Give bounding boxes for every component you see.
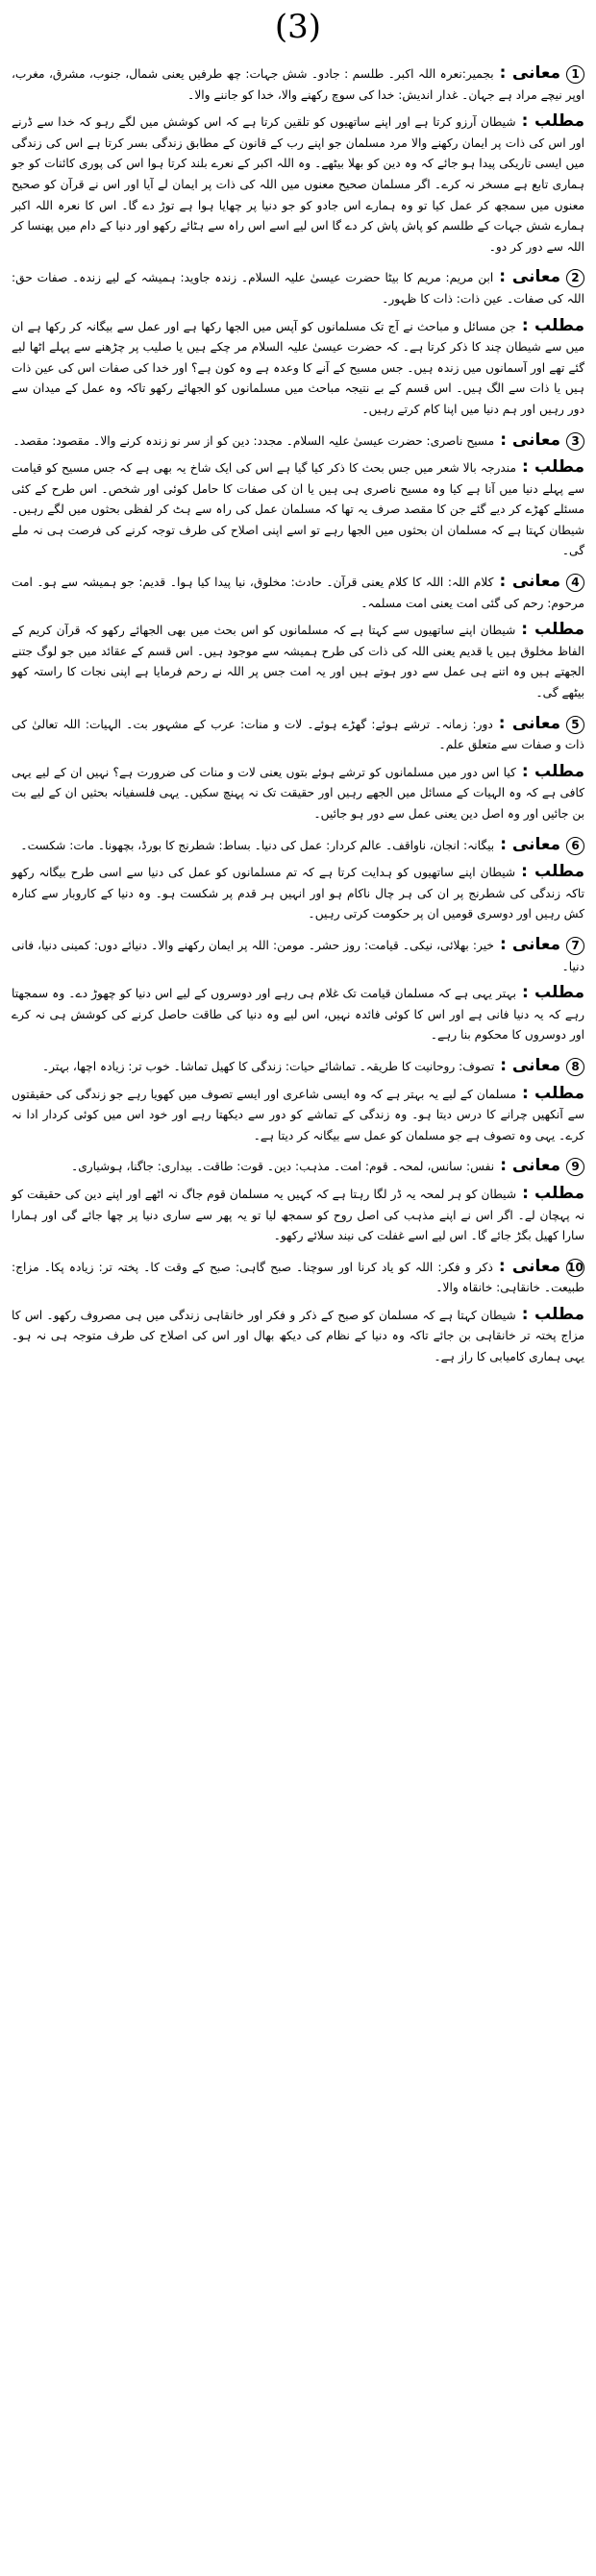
maani-label: معانی : [500,429,560,450]
matlab-text: کیا اس دور میں مسلمانوں کو ترشے ہوئے بتوں یعنی لات و منات کی ضرورت ہے؟ نہیں ان کے لیے یہی کافی ہے کہ وہ الہیات کے مسائل میں الجھے رہیں اور حقیقت تک نہ پہنچ سکیں۔ یہی فلسفیانہ بحثیں ان کے لیے بت بن جائیں اور وہ اصل دین یعنی عمل سے دور ہو جائیں۔ [12,765,584,821]
maani-text: نفس: سانس، لمحہ۔ قوم: امت۔ مذہب: دین۔ قوت: طاقت۔ بیداری: جاگنا، ہوشیاری۔ [71,1160,495,1174]
matlab-label: مطلب : [521,315,584,335]
entry-number: 10 [566,1259,584,1277]
matlab-row [12,316,584,421]
entry-3 [12,430,584,563]
matlab-text: جن مسائل و مباحث نے آج تک مسلمانوں کو آپس میں الجھا رکھا ہے اور عمل سے بیگانہ کر رکھا ہے ان میں سے شیطان چند کا ذکر کرتا ہے۔ کہ حضرت عیسیٰ علیہ السلام مر چکے ہیں یا صلیب پر چڑھنے سے پہلے اٹھا لیے گئے تھے اور آسمانوں میں زندہ ہیں۔ جس مسیح کے آنے کا وعدہ ہے وہ کون ہے؟ اور خدا کی صفات اس کی عین ذات ہیں یا ذات سے الگ ہیں۔ اس قسم کے بے نتیجہ مباحث میں مسلمانوں کو الجھائے رکھو تاکہ وہ عمل کے میدان سے دور رہیں اور ہم دنیا میں اپنا کام کرتے رہیں۔ [12,319,584,416]
matlab-row [12,620,584,703]
matlab-text: شیطان کو ہر لمحہ یہ ڈر لگا رہتا ہے کہ کہیں یہ مسلمان قوم جاگ نہ اٹھے اور اپنے دین کی حقیقت کو نہ پہچان لے۔ اگر اس نے اپنے مذہب کی اصل روح کو سمجھ لیا تو یہ پھر سے ساری دنیا پر چھا جائے گی اور ہمارا سارا کھیل بگڑ جائے گا۔ اس لیے اسے غفلت کی نیند سلائے رکھو۔ [12,1187,584,1243]
maani-label: معانی : [500,1055,560,1075]
entry-2 [12,267,584,420]
maani-text: ابن مریم: مریم کا بیٹا حضرت عیسیٰ علیہ السلام۔ زندہ جاوید: ہمیشہ کے لیے زندہ۔ صفات حق: اللہ کی صفات۔ عین ذات: ذات کا ظہور۔ [12,271,584,306]
entry-9 [12,1156,584,1246]
matlab-row [12,111,584,258]
maani-row [12,714,584,756]
entry-8 [12,1056,584,1146]
entry-4 [12,572,584,704]
maani-text: کلام اللہ: اللہ کا کلام یعنی قرآن۔ حادث: مخلوق، نیا پیدا کیا ہوا۔ قدیم: جو ہمیشہ سے ہو۔ امت مرحوم: رحم کی گئی امت یعنی امت مسلمہ۔ [12,576,584,610]
matlab-label: مطلب : [522,983,584,1003]
matlab-label: مطلب : [522,457,584,478]
matlab-text: شیطان آرزو کرتا ہے اور اپنے ساتھیوں کو تلقین کرتا ہے کہ اس کوشش میں لگے رہو کہ خدا سے ڈرنے اور اس کی ذات پر ایمان رکھنے والا مرد مسلمان جو اپنے رب کے قانون کے مطابق زندگی بسر کرتا ہے اس کی زندگی میں ایسی تاریکی پیدا ہو جائے کہ وہ دین کو بھلا بیٹھے۔ وہ اللہ اکبر کے نعرے بلند کرتا ہوا اس کی پوری کائنات کو جو ہماری تابع ہے مسخر نہ کرے۔ اگر مسلمان صحیح معنوں میں اللہ کی ذات پر ایمان لے آیا اور اس نے قرآن کو صحیح معنوں میں سمجھ کر عمل کیا تو وہ ہمارے اس جادو کو جو دنیا پر چھایا ہوا ہے توڑ دے گا۔ اس کا نعرہ اللہ اکبر ہمارے شش جہات کے طلسم کو پاش پاش کر دے گا اس لیے اسے اس راہ سے ہٹائے رکھو اور دنیا کے دام میں پھنسا کر اللہ سے دور کر دو۔ [12,115,584,254]
matlab-row [12,1305,584,1368]
maani-row [12,430,584,453]
maani-label: معانی : [498,1256,560,1276]
entry-7 [12,935,584,1046]
maani-text: دور: زمانہ۔ ترشے ہوئے: گھڑے ہوئے۔ لات و منات: عرب کے مشہور بت۔ الہیات: اللہ تعالیٰ کی ذات و صفات سے متعلق علم۔ [12,717,584,752]
entry-number: 7 [566,937,584,955]
matlab-row [12,862,584,925]
entry-1 [12,63,584,258]
matlab-row [12,457,584,562]
page-number: (3) [274,8,322,46]
entry-number: 1 [566,65,584,84]
maani-row [12,267,584,309]
matlab-row [12,762,584,825]
entry-10 [12,1257,584,1368]
maani-row [12,935,584,977]
maani-text: تصوف: روحانیت کا طریقہ۔ تماشائے حیات: زندگی کا کھیل تماشا۔ خوب تر: زیادہ اچھا، بہتر۔ [41,1059,495,1073]
entry-number: 2 [566,269,584,287]
matlab-label: مطلب : [522,1183,584,1203]
maani-text: بجمیر:نعرہ اللہ اکبر۔ طلسم : جادو۔ شش جہات: چھ طرفیں یعنی شمال، جنوب، مشرق، مغرب، اوپر نیچے مراد ہے جہان۔ غدار اندیش: خدا کی سوچ رکھنے والا، خدا کو جاننے والا۔ [12,67,584,102]
maani-label: معانی : [499,63,560,83]
matlab-text: مسلمان کے لیے یہ بہتر ہے کہ وہ ایسی شاعری اور ایسے تصوف میں کھویا رہے جو زندگی کی حقیقتوں سے آنکھیں چرانے کا درس دیتا ہو۔ وہ زندگی کے تماشے کو دور سے دیکھتا رہے اور خود اس میں کوئی کردار ادا نہ کرے۔ یہی وہ تصوف ہے جو مسلمان کو عمل سے بیگانہ کر دیتا ہے۔ [12,1087,584,1142]
entry-6 [12,835,584,925]
maani-label: معانی : [499,267,560,287]
matlab-text: بہتر یہی ہے کہ مسلمان قیامت تک غلام ہی رہے اور دوسروں کے لیے اس دنیا کو چھوڑ دے۔ وہ سمجھتا رہے کہ یہ دنیا فانی ہے اور اس کا کوئی فائدہ نہیں، اس لیے وہ دنیا کی طاقت حاصل کرنے کی کوشش ہی نہ کرے اور دوسروں کا محکوم بنا رہے۔ [12,987,584,1043]
maani-row [12,1156,584,1178]
matlab-text: شیطان کہتا ہے کہ مسلمان کو صبح کے ذکر و فکر اور خانقاہی زندگی میں ہی مصروف رکھو۔ اس کا مزاج پختہ تر خانقاہی بن جائے تاکہ وہ دنیا کے نظام کی دیکھ بھال اور اس کی اصلاح کی طرف متوجہ ہی نہ ہو۔ یہی ہماری کامیابی کا راز ہے۔ [12,1308,584,1364]
maani-text: مسیح ناصری: حضرت عیسیٰ علیہ السلام۔ مجدد: دین کو از سر نو زندہ کرنے والا۔ مقصود: مقصد۔ [12,433,495,448]
entry-number: 4 [566,574,584,592]
matlab-label: مطلب : [522,1083,584,1103]
matlab-label: مطلب : [521,620,584,640]
matlab-text: شیطان اپنے ساتھیوں سے کہتا ہے کہ مسلمانوں کو اس بحث میں بھی الجھائے رکھو کہ قرآن کریم کے الفاظ مخلوق ہیں یا قدیم یعنی اللہ کی ذات کی طرح ہمیشہ سے موجود ہیں۔ اس قسم کے عقائد میں جو لوگ جتنے الجھتے ہیں وہ اتنے ہی عمل سے دور ہوتے ہیں اور یہ امت جس پر اللہ نے رحم فرمایا ہے اپنی نجات کا راستہ کھو بیٹھے گی۔ [12,624,584,700]
maani-label: معانی : [500,1156,560,1176]
maani-row [12,572,584,614]
matlab-label: مطلب : [521,761,584,781]
entry-5 [12,714,584,825]
maani-row [12,835,584,857]
entry-number: 6 [566,837,584,855]
maani-text: ذکر و فکر: اللہ کو یاد کرنا اور سوچنا۔ صبح گاہی: صبح کے وقت کا۔ پختہ تر: زیادہ پکا۔ مزاج: طبیعت۔ خانقاہی: خانقاہ والا۔ [12,1260,584,1295]
maani-row [12,1056,584,1078]
matlab-row [12,983,584,1046]
entry-number: 8 [566,1058,584,1076]
matlab-row [12,1084,584,1147]
matlab-label: مطلب : [521,1304,584,1324]
matlab-label: مطلب : [521,111,584,132]
maani-label: معانی : [499,934,560,954]
maani-label: معانی : [498,713,560,733]
maani-row [12,63,584,106]
maani-label: معانی : [499,572,560,592]
entry-number: 9 [566,1158,584,1176]
matlab-text: مندرجہ بالا شعر میں جس بحث کا ذکر کیا گیا ہے اس کی ایک شاخ یہ بھی ہے کہ جس مسیح کو قیامت سے پہلے دنیا میں آنا ہے کیا وہ مسیح ناصری ہی ہیں یا ان کی صفات کا حامل کوئی اور شخص۔ اس طرح کے کئی مسئلے کھڑے کر دیے گئے جن کا مقصد صرف یہ تھا کہ مسلمان عمل کی راہ سے ہٹ کر لفظی بحثوں میں لگے رہیں۔ شیطان کہتا ہے کہ مسلمان ان بحثوں میں الجھا رہے تو اسے اپنی اصلاح کی طرف توجہ کرنے کی فرصت ہی نہ ملے گی۔ [12,461,584,558]
matlab-text: شیطان اپنے ساتھیوں کو ہدایت کرتا ہے کہ تم مسلمانوں کو عمل کی دنیا سے اسی طرح بیگانہ رکھو تاکہ زندگی کی شطرنج پر ان کی ہر چال ناکام ہو اور انہیں ہر قدم پر شکست ہو۔ وہ دنیا کے کاروبار سے کنارہ کش رہیں اور دوسری قومیں ان پر حکومت کرتی رہیں۔ [12,866,584,921]
maani-text: خیر: بھلائی، نیکی۔ قیامت: روز حشر۔ مومن: اللہ پر ایمان رکھنے والا۔ دنیائے دوں: کمینی دنیا، فانی دنیا۔ [12,938,584,973]
maani-label: معانی : [500,834,560,854]
entry-number: 5 [566,716,584,734]
maani-text: بیگانہ: انجان، ناواقف۔ عالم کردار: عمل کی دنیا۔ بساط: شطرنج کا بورڈ، بچھونا۔ مات: شکست۔ [20,838,495,852]
maani-row [12,1257,584,1299]
matlab-row [12,1184,584,1247]
commentary-content [0,54,596,1368]
entry-number: 3 [566,432,584,451]
matlab-label: مطلب : [521,862,584,882]
